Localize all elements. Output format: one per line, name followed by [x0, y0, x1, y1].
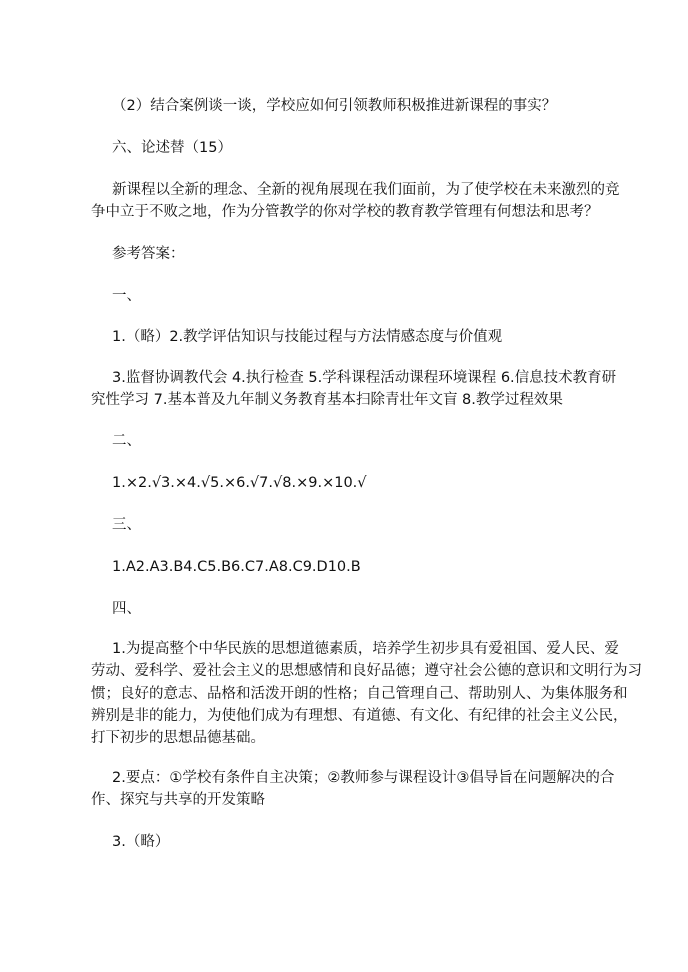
reference-answer-label: 参考答案： [112, 246, 185, 262]
part-4-item-1-line-3: 惯；良好的意志、品格和活泼开朗的性格；自己管理自己、帮助别人、为集体服务和 [91, 686, 628, 702]
part-4-item-1-line-5: 打下初步的思想品德基础。 [91, 730, 265, 746]
part-1-line-2b: 究性学习 7.基本普及九年制义务教育基本扫除青壮年文盲 8.教学过程效果 [91, 392, 563, 408]
part-4-item-1-line-1: 1.为提高整个中华民族的思想道德素质，培养学生初步具有爱祖国、爱人民、爱 [112, 641, 619, 657]
question-2: （2）结合案例谈一谈，学校应如何引领教师积极推进新课程的事实？ [112, 98, 557, 114]
part-1-heading: 一、 [112, 288, 141, 304]
part-1-line-1: 1.（略）2.教学评估知识与技能过程与方法情感态度与价值观 [112, 329, 503, 345]
part-4-item-2-line-1: 2.要点：①学校有条件自主决策；②教师参与课程设计③倡导旨在问题解决的合 [112, 770, 615, 786]
part-1-line-2a: 3.监督协调教代会 4.执行检查 5.学科课程活动课程环境课程 6.信息技术教育研 [112, 370, 617, 386]
part-2-answers: 1.×2.√3.×4.√5.×6.√7.√8.×9.×10.√ [112, 475, 367, 491]
part-4-heading: 四、 [112, 601, 141, 617]
essay-prompt-line-2: 争中立于不败之地，作为分管教学的你对学校的教育教学管理有何想法和思考？ [91, 204, 599, 220]
part-3-heading: 三、 [112, 517, 141, 533]
section-6-heading: 六、论述替（15） [112, 140, 232, 156]
part-4-item-1-line-2: 劳动、爱科学、爱社会主义的思想感情和良好品德；遵守社会公德的意识和文明行为习 [91, 663, 642, 679]
part-2-heading: 二、 [112, 433, 141, 449]
part-4-item-2-line-2: 作、探究与共享的开发策略 [91, 792, 265, 808]
part-4-item-1-line-4: 辨别是非的能力，为使他们成为有理想、有道德、有文化、有纪律的社会主义公民， [91, 708, 628, 724]
essay-prompt-line-1: 新课程以全新的理念、全新的视角展现在我们面前，为了使学校在未来激烈的竞 [112, 182, 620, 198]
part-3-answers: 1.A2.A3.B4.C5.B6.C7.A8.C9.D10.B [112, 559, 361, 575]
part-4-item-3: 3.（略） [112, 834, 170, 850]
